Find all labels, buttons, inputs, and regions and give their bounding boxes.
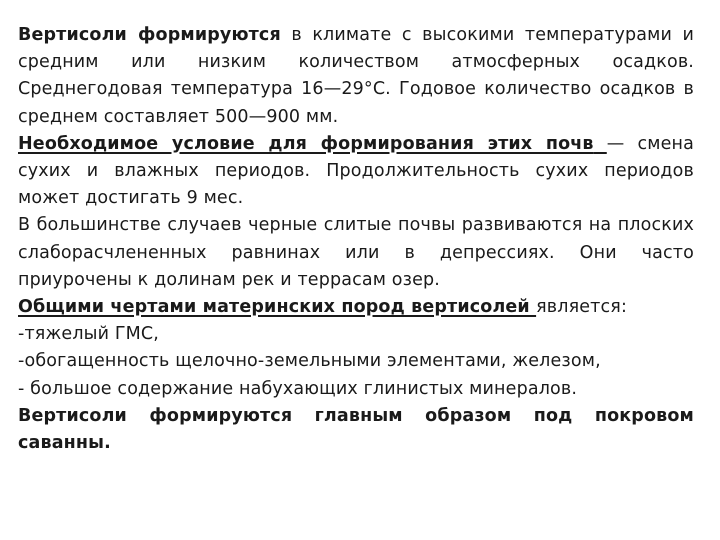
bold-underlined-parent-rocks: Общими чертами материнских пород вертисолей [18, 297, 537, 318]
list-item: - большое содержание набухающих глинистых минералов. [18, 378, 578, 399]
slide-body [18, 22, 694, 457]
climate-text: в климате с высокими температурами и средним или низким количеством атмосферных осадков. Среднегодовая температура 16—29°С. Годовое количество осадков в среднем составляет 500—900 мм. [18, 25, 695, 127]
bold-underlined-condition: Необходимое условие для формирования этих почв [18, 133, 594, 154]
savanna-text: Вертисоли формируются главным образом под покровом саванны. [18, 405, 694, 454]
list-item: -обогащенность щелочно-земельными элементами, железом, [18, 351, 601, 372]
condition-text: — смена сухих и влажных периодов. Продолжительность сухих периодов может достигать 9 мес. [18, 133, 695, 209]
relief-text: В большинстве случаев черные слитые почвы развиваются на плоских слаборасчлененных равнинах или в депрессиях. Они часто приурочены к долинам рек и террасам озер. [18, 215, 694, 290]
paragraph-parent-rocks [18, 294, 694, 321]
paragraph-condition [18, 131, 694, 213]
underlined-gap [594, 134, 607, 154]
bold-lead-vertisols: Вертисоли формируются [18, 25, 281, 45]
parent-rocks-text: является: [536, 297, 628, 318]
list-item: -тяжелый ГМС, [18, 324, 160, 345]
paragraph-climate [18, 22, 694, 131]
paragraph-relief [18, 212, 694, 294]
paragraph-savanna [18, 403, 694, 457]
